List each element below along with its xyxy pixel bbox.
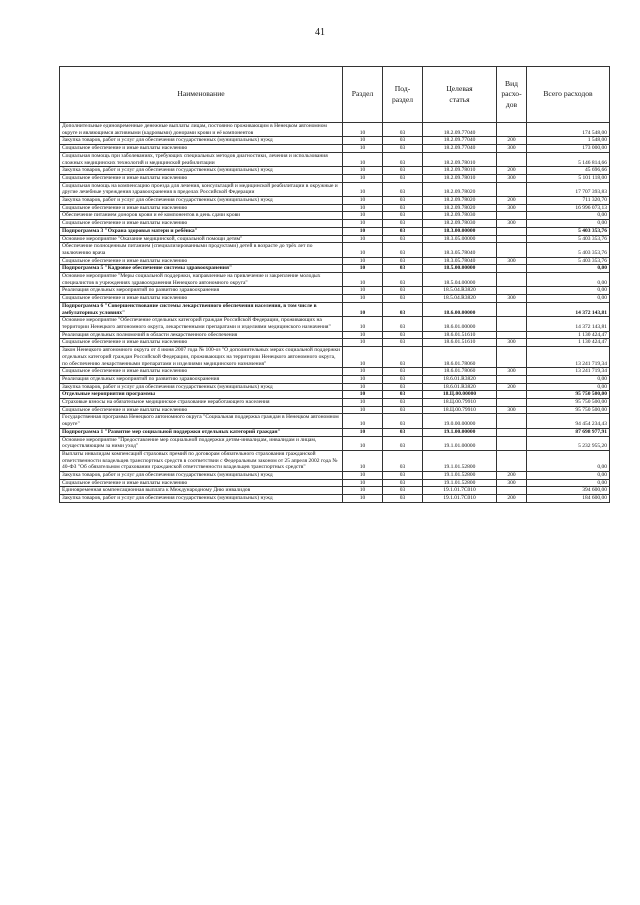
cell-expense-kind: 300	[497, 295, 527, 303]
cell-name: Подпрограмма 6 "Совершенствование системы лекарственного обеспечения населения, в том числе в амбулаторных условиях"	[60, 302, 343, 316]
cell-name: Закон Ненецкого автономного округа от 4 июня 2007 года № 100-оз "О дополнительных мерах социальной поддержки отдельных категорий граждан Российской Федерации, проживающих на территории Ненецкого автономного округа, по обеспечению лекарственными препаратами и изделиями медицинского назначения"	[60, 347, 343, 368]
cell-expense-kind	[497, 123, 527, 137]
cell-total: 5 403 353,76	[527, 227, 610, 235]
cell-total: 16 996 073,13	[527, 204, 610, 212]
table-row	[60, 174, 610, 182]
cell-expense-kind	[497, 347, 527, 368]
cell-expense-kind: 200	[497, 137, 527, 145]
cell-target-article: 18.2.09.78010	[423, 174, 497, 182]
cell-name: Отдельные мероприятия программы	[60, 391, 343, 399]
cell-target-article: 19.1.01.7С010	[423, 487, 497, 495]
cell-name: Социальное обеспечение и иные выплаты населению	[60, 406, 343, 414]
cell-name: Обеспечение полноценным питанием (специализированными продуктами) детей в возрасте до трёх лет по заключению врача	[60, 243, 343, 257]
cell-expense-kind	[497, 227, 527, 235]
cell-target-article: 18.2.09.77040	[423, 137, 497, 145]
table-row	[60, 428, 610, 436]
cell-target-article: 18.6.01.78060	[423, 368, 497, 376]
cell-expense-kind: 300	[497, 174, 527, 182]
cell-section: 10	[343, 137, 383, 145]
cell-section: 10	[343, 265, 383, 273]
table-row	[60, 347, 610, 368]
table-row	[60, 204, 610, 212]
cell-target-article: 18.5.04.R3820	[423, 287, 497, 295]
cell-expense-kind	[497, 436, 527, 450]
cell-total: 14 372 143,81	[527, 302, 610, 316]
table-row	[60, 167, 610, 175]
cell-expense-kind: 200	[497, 495, 527, 503]
header-section: Раздел	[343, 67, 383, 123]
cell-subsection: 03	[383, 472, 423, 480]
cell-expense-kind	[497, 152, 527, 166]
cell-section: 10	[343, 257, 383, 265]
table-row	[60, 450, 610, 471]
cell-total: 0,00	[527, 479, 610, 487]
cell-name: Социальное обеспечение и иные выплаты населению	[60, 145, 343, 153]
cell-section: 10	[343, 295, 383, 303]
table-row	[60, 265, 610, 273]
cell-subsection: 03	[383, 368, 423, 376]
cell-name: Социальное обеспечение и иные выплаты населению	[60, 368, 343, 376]
cell-name: Закупка товаров, работ и услуг для обеспечения государственных (муниципальных) нужд	[60, 167, 343, 175]
cell-section: 10	[343, 145, 383, 153]
cell-section: 10	[343, 347, 383, 368]
table-row	[60, 212, 610, 220]
cell-total: 1 548,00	[527, 137, 610, 145]
table-row	[60, 295, 610, 303]
cell-section: 10	[343, 287, 383, 295]
cell-name: Социальное обеспечение и иные выплаты населению	[60, 479, 343, 487]
cell-name: Реализация отдельных мероприятий по развитию здравоохранения	[60, 375, 343, 383]
cell-total: 95 750 500,00	[527, 399, 610, 407]
cell-target-article: 18.2.09.78030	[423, 220, 497, 228]
cell-expense-kind: 300	[497, 145, 527, 153]
cell-section: 10	[343, 235, 383, 243]
cell-total: 0,00	[527, 220, 610, 228]
cell-target-article: 18.3.05.78040	[423, 243, 497, 257]
cell-subsection: 03	[383, 428, 423, 436]
cell-section: 10	[343, 220, 383, 228]
header-target-article: Целевая статья	[423, 67, 497, 123]
cell-section: 10	[343, 479, 383, 487]
cell-target-article: 19.1.01.00000	[423, 436, 497, 450]
cell-expense-kind: 300	[497, 257, 527, 265]
cell-expense-kind	[497, 391, 527, 399]
cell-section: 10	[343, 375, 383, 383]
cell-subsection: 03	[383, 295, 423, 303]
cell-total: 1 130 424,47	[527, 339, 610, 347]
cell-name: Государственная программа Ненецкого автономного округа "Социальная поддержка граждан в Ненецком автономном округе"	[60, 414, 343, 428]
cell-section: 10	[343, 391, 383, 399]
cell-subsection: 03	[383, 174, 423, 182]
cell-expense-kind	[497, 331, 527, 339]
cell-name: Социальное обеспечение и иные выплаты населению	[60, 174, 343, 182]
table-row	[60, 383, 610, 391]
table-row	[60, 197, 610, 205]
cell-name: Подпрограмма 1 "Развитие мер социальной поддержки отдельных категорий граждан"	[60, 428, 343, 436]
cell-subsection: 03	[383, 450, 423, 471]
table-row	[60, 235, 610, 243]
cell-subsection: 03	[383, 495, 423, 503]
cell-subsection: 03	[383, 331, 423, 339]
cell-subsection: 03	[383, 273, 423, 287]
cell-total: 0,00	[527, 383, 610, 391]
cell-expense-kind: 300	[497, 339, 527, 347]
cell-total: 0,00	[527, 375, 610, 383]
cell-target-article: 18.6.01.51610	[423, 331, 497, 339]
cell-expense-kind	[497, 414, 527, 428]
cell-target-article: 18.2.09.78010	[423, 167, 497, 175]
cell-name: Реализация отдельных мероприятий по развитию здравоохранения	[60, 287, 343, 295]
cell-name: Единовременная компенсационная выплата к Международному Дню инвалидов	[60, 487, 343, 495]
cell-expense-kind	[497, 428, 527, 436]
cell-expense-kind	[497, 487, 527, 495]
cell-total: 1 130 424,47	[527, 331, 610, 339]
cell-section: 10	[343, 406, 383, 414]
cell-total: 5 101 118,00	[527, 174, 610, 182]
table-row	[60, 368, 610, 376]
cell-subsection: 03	[383, 204, 423, 212]
cell-name: Закупка товаров, работ и услуг для обеспечения государственных (муниципальных) нужд	[60, 137, 343, 145]
cell-target-article: 18.6.00.00000	[423, 302, 497, 316]
cell-subsection: 03	[383, 487, 423, 495]
cell-expense-kind	[497, 287, 527, 295]
cell-expense-kind: 200	[497, 383, 527, 391]
cell-name: Подпрограмма 3 "Охрана здоровья матери и ребёнка"	[60, 227, 343, 235]
cell-subsection: 03	[383, 123, 423, 137]
cell-target-article: 18.Ц.00.79910	[423, 399, 497, 407]
cell-target-article: 18.6.01.R3820	[423, 383, 497, 391]
cell-target-article: 19.1.01.52800	[423, 479, 497, 487]
cell-total: 5 403 353,76	[527, 257, 610, 265]
header-expense-kind: Вид расхо- дов	[497, 67, 527, 123]
cell-section: 10	[343, 174, 383, 182]
cell-subsection: 03	[383, 220, 423, 228]
cell-subsection: 03	[383, 436, 423, 450]
cell-total: 5 403 353,76	[527, 243, 610, 257]
cell-subsection: 03	[383, 391, 423, 399]
cell-expense-kind	[497, 302, 527, 316]
table-row	[60, 399, 610, 407]
cell-total: 5 232 955,20	[527, 436, 610, 450]
cell-subsection: 03	[383, 243, 423, 257]
header-name: Наименование	[60, 67, 343, 123]
cell-total: 0,00	[527, 287, 610, 295]
cell-subsection: 03	[383, 414, 423, 428]
cell-target-article: 18.3.00.00000	[423, 227, 497, 235]
table-row	[60, 220, 610, 228]
cell-name: Закупка товаров, работ и услуг для обеспечения государственных (муниципальных) нужд	[60, 383, 343, 391]
cell-section: 10	[343, 317, 383, 331]
cell-expense-kind	[497, 243, 527, 257]
page-number: 41	[315, 27, 325, 38]
cell-target-article: 18.2.09.78020	[423, 197, 497, 205]
cell-total: 45 696,66	[527, 167, 610, 175]
cell-target-article: 19.1.00.00000	[423, 428, 497, 436]
cell-expense-kind: 300	[497, 204, 527, 212]
header-total: Всего расходов	[527, 67, 610, 123]
cell-name: Закупка товаров, работ и услуг для обеспечения государственных (муниципальных) нужд	[60, 472, 343, 480]
cell-target-article: 18.5.04.00000	[423, 273, 497, 287]
cell-total: 87 698 977,91	[527, 428, 610, 436]
cell-section: 10	[343, 339, 383, 347]
cell-section: 10	[343, 212, 383, 220]
table-row	[60, 479, 610, 487]
cell-target-article: 18.2.09.78020	[423, 182, 497, 196]
cell-section: 10	[343, 302, 383, 316]
table-row	[60, 302, 610, 316]
cell-expense-kind: 300	[497, 220, 527, 228]
table-row	[60, 339, 610, 347]
cell-subsection: 03	[383, 167, 423, 175]
table-row	[60, 487, 610, 495]
cell-section: 10	[343, 368, 383, 376]
cell-section: 10	[343, 182, 383, 196]
cell-target-article: 18.6.01.00000	[423, 317, 497, 331]
cell-total: 14 372 143,81	[527, 317, 610, 331]
cell-subsection: 03	[383, 235, 423, 243]
cell-subsection: 03	[383, 406, 423, 414]
cell-name: Социальное обеспечение и иные выплаты населению	[60, 339, 343, 347]
cell-section: 10	[343, 204, 383, 212]
cell-expense-kind	[497, 212, 527, 220]
cell-target-article: 18.2.09.78010	[423, 152, 497, 166]
cell-subsection: 03	[383, 287, 423, 295]
table-row	[60, 137, 610, 145]
cell-name: Обеспечение питанием доноров крови и её компонентов в день сдачи крови	[60, 212, 343, 220]
cell-name: Социальная помощь на компенсацию проезда для лечения, консультаций и медицинской реабилитации в окружные и другие лечебные учреждения здравоохранения в пределах Российской Федерации	[60, 182, 343, 196]
cell-target-article: 18.6.01.51610	[423, 339, 497, 347]
cell-section: 10	[343, 472, 383, 480]
cell-expense-kind: 300	[497, 368, 527, 376]
cell-target-article: 18.5.00.00000	[423, 265, 497, 273]
cell-expense-kind	[497, 399, 527, 407]
cell-expense-kind: 200	[497, 197, 527, 205]
cell-name: Дополнительные единовременные денежные выплаты лицам, постоянно проживающим в Ненецком автономном округе и являющимся активными (кадровыми) донорами крови и её компонентов	[60, 123, 343, 137]
cell-section: 10	[343, 414, 383, 428]
table-row	[60, 152, 610, 166]
cell-total: 173 000,00	[527, 145, 610, 153]
cell-name: Социальное обеспечение и иные выплаты населению	[60, 204, 343, 212]
cell-section: 10	[343, 197, 383, 205]
cell-target-article: 18.Ц.00.79910	[423, 406, 497, 414]
cell-name: Страховые взносы на обязательное медицинское страхование неработающего населения	[60, 399, 343, 407]
cell-target-article: 18.2.09.78020	[423, 204, 497, 212]
cell-name: Подпрограмма 5 "Кадровое обеспечение системы здравоохранения"	[60, 265, 343, 273]
cell-target-article: 18.2.09.78030	[423, 212, 497, 220]
cell-name: Реализация отдельных полномочий в области лекарственного обеспечения	[60, 331, 343, 339]
table-row	[60, 123, 610, 137]
cell-total: 5 403 353,76	[527, 235, 610, 243]
cell-subsection: 03	[383, 145, 423, 153]
table-row	[60, 182, 610, 196]
cell-target-article: 18.2.09.77040	[423, 123, 497, 137]
cell-expense-kind	[497, 235, 527, 243]
cell-expense-kind: 300	[497, 479, 527, 487]
cell-name: Социальное обеспечение и иные выплаты населению	[60, 220, 343, 228]
table-row	[60, 331, 610, 339]
cell-total: 0,00	[527, 265, 610, 273]
cell-subsection: 03	[383, 317, 423, 331]
cell-total: 5 146 814,66	[527, 152, 610, 166]
cell-total: 0,00	[527, 295, 610, 303]
cell-name: Основное мероприятие "Предоставление мер социальной поддержки детям-инвалидам, инвалидам и лицам, осуществляющим за ними уход"	[60, 436, 343, 450]
cell-subsection: 03	[383, 302, 423, 316]
cell-target-article: 18.Ц.00.00000	[423, 391, 497, 399]
cell-subsection: 03	[383, 137, 423, 145]
cell-name: Социальное обеспечение и иные выплаты населению	[60, 257, 343, 265]
cell-section: 10	[343, 243, 383, 257]
cell-target-article: 18.3.05.00000	[423, 235, 497, 243]
cell-total: 0,00	[527, 472, 610, 480]
cell-name: Закупка товаров, работ и услуг для обеспечения государственных (муниципальных) нужд	[60, 197, 343, 205]
cell-target-article: 19.1.01.52800	[423, 450, 497, 471]
cell-subsection: 03	[383, 339, 423, 347]
cell-expense-kind: 200	[497, 472, 527, 480]
cell-subsection: 03	[383, 182, 423, 196]
cell-expense-kind: 200	[497, 167, 527, 175]
cell-section: 10	[343, 399, 383, 407]
table-body	[60, 123, 610, 503]
cell-expense-kind	[497, 265, 527, 273]
cell-subsection: 03	[383, 383, 423, 391]
table-header-row	[60, 67, 610, 123]
cell-name: Основное мероприятие "Оказание медицинской, социальной помощи детям"	[60, 235, 343, 243]
cell-section: 10	[343, 495, 383, 503]
table-row	[60, 495, 610, 503]
cell-expense-kind: 300	[497, 406, 527, 414]
table-row	[60, 414, 610, 428]
cell-total: 0,00	[527, 273, 610, 287]
cell-section: 10	[343, 383, 383, 391]
cell-section: 10	[343, 167, 383, 175]
cell-expense-kind	[497, 450, 527, 471]
cell-expense-kind	[497, 273, 527, 287]
cell-section: 10	[343, 436, 383, 450]
cell-target-article: 19.1.01.7С010	[423, 495, 497, 503]
cell-subsection: 03	[383, 227, 423, 235]
cell-subsection: 03	[383, 375, 423, 383]
cell-subsection: 03	[383, 479, 423, 487]
table-row	[60, 227, 610, 235]
cell-total: 95 750 500,00	[527, 391, 610, 399]
cell-target-article: 18.6.01.78060	[423, 347, 497, 368]
cell-section: 10	[343, 123, 383, 137]
cell-section: 10	[343, 273, 383, 287]
cell-section: 10	[343, 331, 383, 339]
table-row	[60, 391, 610, 399]
table-row	[60, 257, 610, 265]
cell-total: 13 241 719,34	[527, 368, 610, 376]
cell-expense-kind	[497, 317, 527, 331]
cell-target-article: 19.0.00.00000	[423, 414, 497, 428]
cell-target-article: 18.5.04.R3820	[423, 295, 497, 303]
cell-subsection: 03	[383, 257, 423, 265]
cell-target-article: 18.6.01.R3820	[423, 375, 497, 383]
cell-section: 10	[343, 487, 383, 495]
cell-section: 10	[343, 227, 383, 235]
cell-subsection: 03	[383, 212, 423, 220]
cell-total: 0,00	[527, 212, 610, 220]
cell-name: Основное мероприятие "Меры социальной поддержки, направленные на привлечение и закрепление молодых специалистов в учреждениях здравоохранения Ненецкого автономного округа"	[60, 273, 343, 287]
cell-total: 13 241 719,34	[527, 347, 610, 368]
table-row	[60, 243, 610, 257]
header-subsection: Под- раздел	[383, 67, 423, 123]
table-row	[60, 145, 610, 153]
cell-total: 184 600,00	[527, 495, 610, 503]
cell-subsection: 03	[383, 197, 423, 205]
cell-total: 95 750 500,00	[527, 406, 610, 414]
cell-name: Социальная помощь при заболеваниях, требующих специальных методов диагностики, лечения и использования сложных медицинских технологий и медицинской реабилитации	[60, 152, 343, 166]
cell-subsection: 03	[383, 152, 423, 166]
table-row	[60, 375, 610, 383]
cell-target-article: 19.1.01.52800	[423, 472, 497, 480]
table-row	[60, 287, 610, 295]
table-row	[60, 436, 610, 450]
cell-expense-kind	[497, 182, 527, 196]
cell-total: 17 707 393,83	[527, 182, 610, 196]
table-row	[60, 317, 610, 331]
budget-table	[59, 66, 610, 503]
cell-name: Социальное обеспечение и иные выплаты населению	[60, 295, 343, 303]
cell-subsection: 03	[383, 347, 423, 368]
cell-total: 0,00	[527, 450, 610, 471]
cell-target-article: 18.3.05.78040	[423, 257, 497, 265]
table-row	[60, 472, 610, 480]
cell-expense-kind	[497, 375, 527, 383]
cell-subsection: 03	[383, 399, 423, 407]
cell-name: Закупка товаров, работ и услуг для обеспечения государственных (муниципальных) нужд	[60, 495, 343, 503]
cell-total: 711 320,70	[527, 197, 610, 205]
table-row	[60, 406, 610, 414]
cell-name: Выплаты инвалидам компенсаций страховых премий по договорам обязательного страхования гражданской ответственности владельцев транспортных средств в соответствии с Федеральным законом от 25 апреля 2002 года № 40-ФЗ "Об обязательном страховании гражданской ответственности владельцев транспортных средств"	[60, 450, 343, 471]
cell-section: 10	[343, 428, 383, 436]
cell-subsection: 03	[383, 265, 423, 273]
cell-section: 10	[343, 152, 383, 166]
cell-total: 94 454 234,43	[527, 414, 610, 428]
table-row	[60, 273, 610, 287]
cell-name: Основное мероприятие "Обеспечение отдельных категорий граждан Российской Федерации, проживающих на территории Ненецкого автономного округа, лекарственными препаратами и изделиями медицинского назначения"	[60, 317, 343, 331]
cell-total: 174 548,00	[527, 123, 610, 137]
cell-total: 394 600,00	[527, 487, 610, 495]
cell-target-article: 18.2.09.77040	[423, 145, 497, 153]
cell-section: 10	[343, 450, 383, 471]
